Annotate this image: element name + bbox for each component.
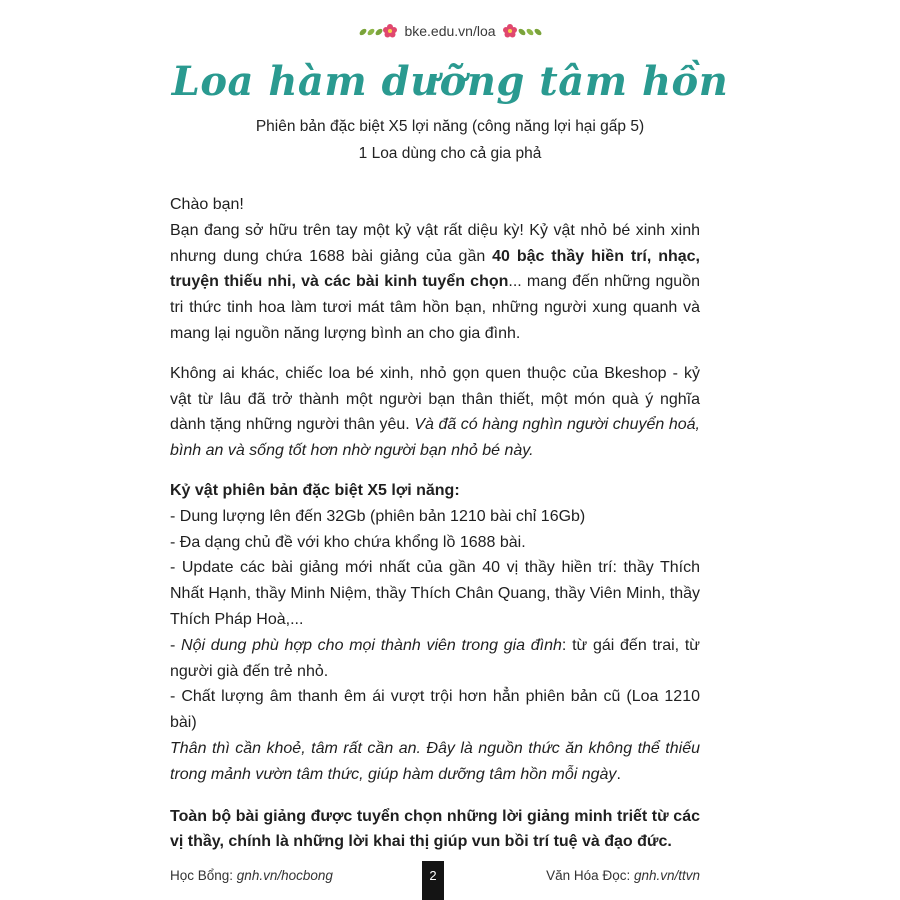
footer-right-label: Văn Hóa Đọc:: [546, 868, 634, 883]
page-number: 2: [422, 861, 444, 900]
intro-bold: 40 bậc thầy hiền trí, nhạc, truyện thiếu nhi, và các bài kinh tuyển chọn: [170, 247, 700, 291]
leaf-flower-ornament-left: [358, 23, 398, 39]
feature-item-4: [170, 633, 700, 685]
greeting: Chào bạn!: [170, 196, 244, 213]
closing-bold: Toàn bộ bài giảng được tuyển chọn những lời giảng minh triết từ các vị thầy, chính là những lời khai thị giúp vun bồi trí tuệ và đạo đức.: [170, 807, 700, 851]
intro-text-1: Bạn đang sở hữu trên tay một kỷ vật rất diệu kỳ! Kỷ vật nhỏ bé xinh xinh nhưng dung chứa 1688 bài giảng của gần: [170, 221, 700, 265]
intro-paragraph: [170, 218, 700, 347]
story-paragraph: [170, 361, 700, 464]
footer-left-link[interactable]: gnh.vn/hocbong: [236, 868, 333, 883]
leaf-flower-ornament-right: [502, 23, 542, 39]
feature-5-end: .: [616, 765, 621, 783]
feature-item-5-note: [170, 736, 700, 788]
feature-item-1: - Dung lượng lên đến 32Gb (phiên bản 1210 bài chỉ 16Gb): [170, 507, 586, 525]
feature-item-5: - Chất lượng âm thanh êm ái vượt trội hơn hẳn phiên bản cũ (Loa 1210 bài): [170, 688, 700, 732]
feature-4-dash: -: [170, 636, 182, 654]
feature-4-italic: Nội dung phù hợp cho mọi thành viên trong gia đình: [181, 636, 562, 654]
footer-left-label: Học Bổng:: [170, 868, 237, 883]
header-url: bke.edu.vn/loa: [404, 23, 496, 39]
body-content: [170, 192, 700, 855]
feature-item-3: - Update các bài giảng mới nhất của gần 40 vị thầy hiền trí: thầy Thích Nhất Hạnh, thầy Minh Niệm, thầy Thích Chân Quang, thầy Viên Minh, thầy Thích Pháp Hoà,...: [170, 559, 700, 628]
features-heading: [170, 478, 700, 504]
closing-paragraph: [170, 804, 700, 856]
subtitle-usage: 1 Loa dùng cho cả gia phả: [358, 145, 542, 162]
flower-icon: [502, 23, 542, 39]
footer-reading-culture: [546, 868, 700, 883]
feature-item-2: - Đa dạng chủ đề với kho chứa khổng lồ 1688 bài.: [170, 533, 526, 551]
footer-scholarship: [170, 868, 333, 883]
page-title: Loa hàm dưỡng tâm hồn: [171, 58, 729, 105]
subtitle-edition: Phiên bản đặc biệt X5 lợi năng (công năng lợi hại gấp 5): [255, 118, 645, 135]
intro-text-2: ... mang đến những nguồn tri thức tinh hoa làm tươi mát tâm hồn bạn, những người xung quanh và mang lại nguồn năng lượng bình an cho gia đình.: [170, 273, 700, 342]
features-heading-text: Kỷ vật phiên bản đặc biệt X5 lợi năng:: [170, 481, 460, 499]
footer-right-link[interactable]: gnh.vn/ttvn: [633, 868, 700, 883]
story-italic: Và đã có hàng nghìn người chuyển hoá, bình an và sống tốt hơn nhờ người bạn nhỏ bé này.: [170, 416, 700, 460]
page-header: [0, 20, 900, 42]
feature-5-italic: Thân thì cần khoẻ, tâm rất cần an. Đây là nguồn thức ăn không thể thiếu trong mảnh vườn tâm thức, giúp hàm dưỡng tâm hồn mỗi ngày: [170, 739, 700, 783]
story-text: Không ai khác, chiếc loa bé xinh, nhỏ gọn quen thuộc của Bkeshop - kỷ vật từ lâu đã trở thành một người bạn thân thiết, một món quà ý nghĩa dành tặng những người thân yêu.: [170, 364, 700, 434]
feature-4-rest: : từ gái đến trai, từ người già đến trẻ nhỏ.: [170, 636, 700, 680]
leaf-icon: [358, 23, 398, 39]
